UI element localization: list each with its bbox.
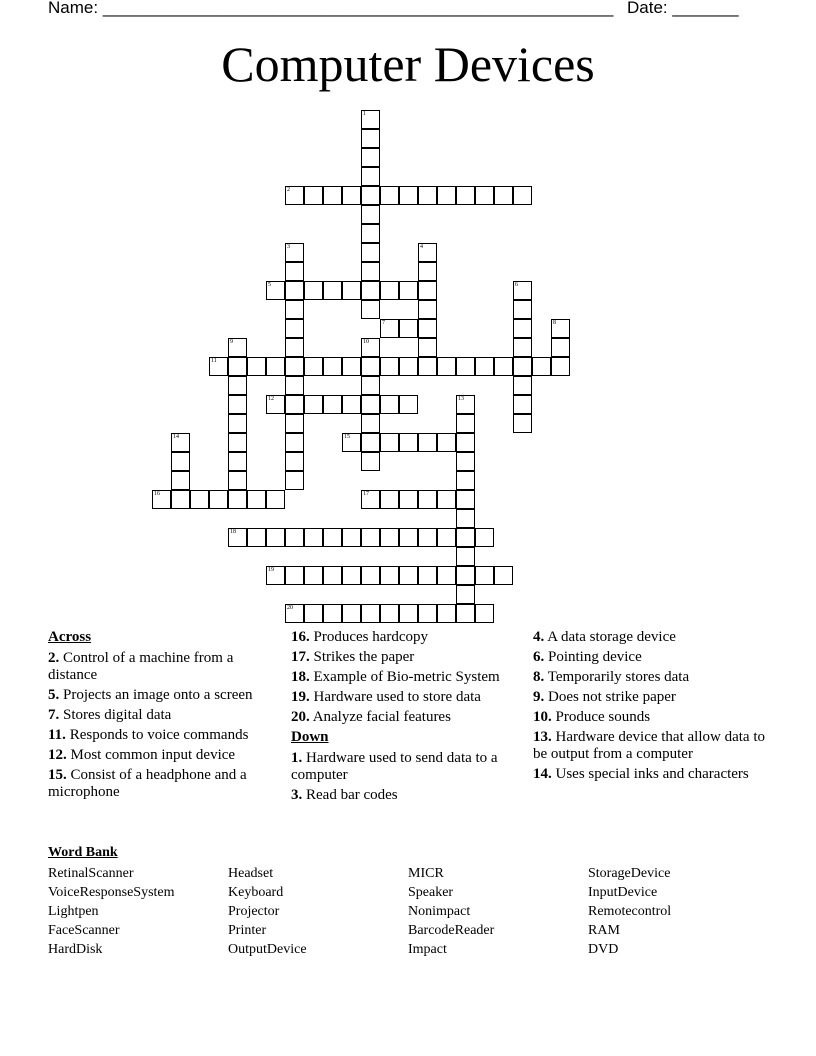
across-clue: 12. Most common input device: [48, 747, 236, 763]
crossword-cell[interactable]: [342, 433, 361, 452]
crossword-cell[interactable]: [513, 376, 532, 395]
crossword-cell[interactable]: [361, 414, 380, 433]
crossword-cell[interactable]: [228, 433, 247, 452]
across-clue: 11. Responds to voice commands: [48, 727, 249, 743]
crossword-cell[interactable]: [361, 300, 380, 319]
across-clue: 7. Stores digital data: [48, 707, 172, 723]
crossword-cell[interactable]: [304, 528, 323, 547]
crossword-cell[interactable]: [228, 471, 247, 490]
word-bank-item: HardDisk: [48, 942, 103, 957]
word-bank-column-1: [48, 864, 175, 959]
clue-number: 18: [230, 529, 236, 535]
crossword-cell[interactable]: [418, 243, 437, 262]
crossword-cell[interactable]: [399, 490, 418, 509]
word-bank-column-2: [228, 864, 307, 959]
across-clue: 18. Example of Bio-metric System: [291, 669, 500, 685]
crossword-cell[interactable]: [456, 604, 475, 623]
crossword-cell[interactable]: [399, 528, 418, 547]
crossword-cell[interactable]: [361, 566, 380, 585]
crossword-cell[interactable]: [513, 414, 532, 433]
crossword-cell[interactable]: [456, 547, 475, 566]
crossword-cell[interactable]: [209, 357, 228, 376]
crossword-cell[interactable]: [513, 357, 532, 376]
crossword-cell[interactable]: [323, 604, 342, 623]
crossword-cell[interactable]: [418, 604, 437, 623]
word-bank-item: RetinalScanner: [48, 866, 134, 881]
crossword-cell[interactable]: [342, 395, 361, 414]
crossword-cell[interactable]: [285, 528, 304, 547]
crossword-cell[interactable]: [323, 186, 342, 205]
crossword-cell[interactable]: [228, 490, 247, 509]
across-heading: Across: [48, 629, 92, 645]
crossword-cell[interactable]: [285, 452, 304, 471]
word-bank-item: Remotecontrol: [588, 904, 672, 919]
crossword-cell[interactable]: [285, 300, 304, 319]
crossword-cell[interactable]: [361, 357, 380, 376]
crossword-cell[interactable]: [437, 604, 456, 623]
across-clue: 2. Control of a machine from a distance: [48, 650, 234, 683]
across-clue: 20. Analyze facial features: [291, 709, 451, 725]
crossword-cell[interactable]: [532, 357, 551, 376]
crossword-cell[interactable]: [304, 357, 323, 376]
crossword-cell[interactable]: [228, 338, 247, 357]
down-clue: 1. Hardware used to send data to a computer: [291, 750, 498, 783]
crossword-cell[interactable]: [285, 262, 304, 281]
crossword-cell[interactable]: [418, 528, 437, 547]
word-bank-title: Word Bank: [48, 845, 118, 860]
crossword-cell[interactable]: [247, 357, 266, 376]
crossword-cell[interactable]: [494, 566, 513, 585]
name-label: Name:: [48, 0, 99, 17]
word-bank-item: FaceScanner: [48, 923, 120, 938]
clue-number: 13: [458, 396, 464, 402]
crossword-cell[interactable]: [437, 566, 456, 585]
crossword-cell[interactable]: [399, 433, 418, 452]
crossword-cell[interactable]: [209, 490, 228, 509]
crossword-cell[interactable]: [456, 585, 475, 604]
clue-number: 4: [420, 244, 423, 250]
crossword-cell[interactable]: [323, 528, 342, 547]
crossword-cell[interactable]: [171, 433, 190, 452]
crossword-cell[interactable]: [437, 528, 456, 547]
word-bank-item: Speaker: [408, 885, 454, 900]
crossword-cell[interactable]: [361, 148, 380, 167]
word-bank-item: Impact: [408, 942, 447, 957]
crossword-cell[interactable]: [361, 490, 380, 509]
crossword-cell[interactable]: [456, 490, 475, 509]
crossword-cell[interactable]: [323, 357, 342, 376]
crossword-cell[interactable]: [361, 604, 380, 623]
crossword-cell[interactable]: [418, 566, 437, 585]
clue-number: 6: [515, 282, 518, 288]
crossword-cell[interactable]: [285, 433, 304, 452]
word-bank-column-3: [408, 864, 494, 959]
crossword-cell[interactable]: [380, 490, 399, 509]
crossword-cell[interactable]: [513, 300, 532, 319]
across-clue: 5. Projects an image onto a screen: [48, 687, 253, 703]
crossword-cell[interactable]: [361, 395, 380, 414]
down-clue: 4. A data storage device: [533, 629, 676, 645]
down-clue: 14. Uses special inks and characters: [533, 766, 749, 782]
crossword-cell[interactable]: [361, 528, 380, 547]
crossword-cell[interactable]: [513, 338, 532, 357]
crossword-cell[interactable]: [380, 357, 399, 376]
page-title: Computer Devices: [221, 36, 595, 92]
clue-number: 11: [211, 358, 217, 364]
crossword-cell[interactable]: [304, 566, 323, 585]
crossword-cell[interactable]: [228, 395, 247, 414]
crossword-cell[interactable]: [285, 281, 304, 300]
crossword-cell[interactable]: [456, 528, 475, 547]
crossword-cell[interactable]: [304, 395, 323, 414]
crossword-cell[interactable]: [342, 566, 361, 585]
crossword-cell[interactable]: [380, 281, 399, 300]
crossword-cell[interactable]: [323, 566, 342, 585]
crossword-cell[interactable]: [285, 357, 304, 376]
crossword-cell[interactable]: [342, 604, 361, 623]
crossword-cell[interactable]: [418, 338, 437, 357]
crossword-cell[interactable]: [456, 452, 475, 471]
crossword-cell[interactable]: [475, 357, 494, 376]
word-bank-item: Keyboard: [228, 885, 284, 900]
crossword-cell[interactable]: [418, 433, 437, 452]
crossword-cell[interactable]: [285, 395, 304, 414]
clues-column-3: [533, 629, 773, 786]
across-clue: 15. Consist of a headphone and a microphone: [48, 767, 247, 800]
word-bank-item: Headset: [228, 866, 274, 881]
down-clue: 13. Hardware device that allow data to be output from a computer: [533, 729, 765, 762]
crossword-cell[interactable]: [152, 490, 171, 509]
crossword-cell[interactable]: [171, 452, 190, 471]
crossword-cell[interactable]: [399, 281, 418, 300]
crossword-cell[interactable]: [228, 357, 247, 376]
across-clue: 17. Strikes the paper: [291, 649, 415, 665]
crossword-cell[interactable]: [266, 528, 285, 547]
crossword-cell[interactable]: [399, 357, 418, 376]
crossword-cell[interactable]: [285, 414, 304, 433]
crossword-cell[interactable]: [190, 490, 209, 509]
crossword-cell[interactable]: [418, 319, 437, 338]
word-bank-item: VoiceResponseSystem: [48, 885, 175, 900]
crossword-cell[interactable]: [380, 566, 399, 585]
clue-number: 9: [230, 339, 233, 345]
word-bank-item: Printer: [228, 923, 267, 938]
crossword-cell[interactable]: [361, 186, 380, 205]
crossword-cell[interactable]: [513, 395, 532, 414]
across-clue: 19. Hardware used to store data: [291, 689, 481, 705]
crossword-cell[interactable]: [380, 186, 399, 205]
crossword-cell[interactable]: [456, 471, 475, 490]
crossword-cell[interactable]: [475, 566, 494, 585]
crossword-cell[interactable]: [228, 452, 247, 471]
crossword-cell[interactable]: [304, 604, 323, 623]
down-heading: Down: [291, 729, 329, 745]
clue-number: 5: [268, 282, 271, 288]
crossword-cell[interactable]: [456, 186, 475, 205]
crossword-cell[interactable]: [285, 376, 304, 395]
crossword-cell[interactable]: [285, 319, 304, 338]
crossword-cell[interactable]: [418, 186, 437, 205]
crossword-cell[interactable]: [342, 357, 361, 376]
clue-number: 19: [268, 567, 274, 573]
crossword-cell[interactable]: [437, 357, 456, 376]
clue-number: 2: [287, 187, 290, 193]
word-bank-column-4: [588, 864, 671, 959]
clue-number: 15: [344, 434, 350, 440]
word-bank-item: StorageDevice: [588, 866, 671, 881]
down-clue: 9. Does not strike paper: [533, 689, 676, 705]
across-clue: 16. Produces hardcopy: [291, 629, 429, 645]
crossword-cell[interactable]: [380, 433, 399, 452]
crossword-cell[interactable]: [399, 604, 418, 623]
crossword-cell[interactable]: [456, 414, 475, 433]
crossword-cell[interactable]: [342, 281, 361, 300]
date-label: Date:: [627, 0, 668, 17]
word-bank-item: Projector: [228, 904, 280, 919]
crossword-cell[interactable]: [456, 357, 475, 376]
crossword-cell[interactable]: [380, 604, 399, 623]
crossword-cell[interactable]: [342, 528, 361, 547]
crossword-cell[interactable]: [513, 319, 532, 338]
crossword-cell[interactable]: [399, 319, 418, 338]
crossword-cell[interactable]: [285, 566, 304, 585]
name-line: ______________________________________________________: [102, 0, 614, 17]
crossword-cell[interactable]: [551, 319, 570, 338]
crossword-cell[interactable]: [171, 471, 190, 490]
crossword-cell[interactable]: [361, 338, 380, 357]
crossword-cell[interactable]: [456, 509, 475, 528]
down-clue: 6. Pointing device: [533, 649, 642, 665]
crossword-cell[interactable]: [361, 205, 380, 224]
crossword-cell[interactable]: [361, 167, 380, 186]
crossword-cell[interactable]: [247, 528, 266, 547]
crossword-cell[interactable]: [513, 281, 532, 300]
clue-number: 16: [154, 491, 160, 497]
down-clue: 3. Read bar codes: [291, 787, 398, 803]
word-bank-item: Lightpen: [48, 904, 99, 919]
crossword-cell[interactable]: [475, 604, 494, 623]
crossword-cell[interactable]: [285, 186, 304, 205]
word-bank-item: DVD: [588, 942, 619, 957]
crossword-cell[interactable]: [418, 281, 437, 300]
crossword-cell[interactable]: [399, 186, 418, 205]
crossword-cell[interactable]: [418, 262, 437, 281]
crossword-cell[interactable]: [361, 110, 380, 129]
crossword-cell[interactable]: [456, 566, 475, 585]
word-bank-item: MICR: [408, 866, 444, 881]
crossword-cell[interactable]: [475, 186, 494, 205]
clue-number: 7: [382, 320, 385, 326]
crossword-cell[interactable]: [399, 566, 418, 585]
crossword-cell[interactable]: [266, 490, 285, 509]
crossword-cell[interactable]: [456, 433, 475, 452]
crossword-cell[interactable]: [323, 281, 342, 300]
crossword-cell[interactable]: [361, 224, 380, 243]
clue-number: 20: [287, 605, 293, 611]
crossword-cell[interactable]: [361, 452, 380, 471]
clue-number: 12: [268, 396, 274, 402]
crossword-cell[interactable]: [437, 186, 456, 205]
crossword-cell[interactable]: [266, 281, 285, 300]
crossword-cell[interactable]: [285, 604, 304, 623]
crossword-cell[interactable]: [418, 300, 437, 319]
crossword-cell[interactable]: [266, 566, 285, 585]
crossword-cell[interactable]: [342, 186, 361, 205]
crossword-cell[interactable]: [228, 376, 247, 395]
down-clue: 8. Temporarily stores data: [533, 669, 690, 685]
crossword-cell[interactable]: [266, 395, 285, 414]
down-clue: 10. Produce sounds: [533, 709, 651, 725]
crossword-cell[interactable]: [361, 129, 380, 148]
clues-column-2: [291, 629, 519, 807]
crossword-cell[interactable]: [380, 319, 399, 338]
crossword-cell[interactable]: [361, 281, 380, 300]
crossword-cell[interactable]: [228, 414, 247, 433]
crossword-cell[interactable]: [418, 357, 437, 376]
crossword-cell[interactable]: [494, 186, 513, 205]
crossword-cell[interactable]: [361, 262, 380, 281]
crossword-cell[interactable]: [361, 376, 380, 395]
crossword-cell[interactable]: [304, 186, 323, 205]
clue-number: 14: [173, 434, 179, 440]
crossword-cell[interactable]: [380, 395, 399, 414]
crossword-cell[interactable]: [228, 528, 247, 547]
word-bank-item: BarcodeReader: [408, 923, 495, 938]
crossword-cell[interactable]: [285, 471, 304, 490]
crossword-cell[interactable]: [285, 243, 304, 262]
word-bank-item: Nonimpact: [408, 904, 471, 919]
crossword-cell[interactable]: [437, 490, 456, 509]
clue-number: 1: [363, 111, 366, 117]
clue-number: 8: [553, 320, 556, 326]
clue-number: 3: [287, 244, 290, 250]
crossword-cell[interactable]: [323, 395, 342, 414]
crossword-cell[interactable]: [399, 395, 418, 414]
crossword-cell[interactable]: [380, 528, 399, 547]
crossword-cell[interactable]: [551, 338, 570, 357]
clues-column-1: [48, 629, 270, 804]
crossword-cell[interactable]: [475, 528, 494, 547]
crossword-cell[interactable]: [361, 433, 380, 452]
crossword-cell[interactable]: [304, 281, 323, 300]
crossword-cell[interactable]: [266, 357, 285, 376]
crossword-cell[interactable]: [247, 490, 266, 509]
clue-number: 17: [363, 491, 369, 497]
word-bank-item: RAM: [588, 923, 620, 938]
word-bank-item: InputDevice: [588, 885, 658, 900]
date-line: _______: [672, 0, 739, 17]
crossword-cell[interactable]: [494, 357, 513, 376]
crossword-cell[interactable]: [551, 357, 570, 376]
crossword-cell[interactable]: [456, 395, 475, 414]
crossword-cell[interactable]: [513, 186, 532, 205]
crossword-cell[interactable]: [361, 243, 380, 262]
crossword-cell[interactable]: [418, 490, 437, 509]
crossword-cell[interactable]: [285, 338, 304, 357]
clue-number: 10: [363, 339, 369, 345]
crossword-cell[interactable]: [437, 433, 456, 452]
word-bank-item: OutputDevice: [228, 942, 307, 957]
crossword-cell[interactable]: [171, 490, 190, 509]
